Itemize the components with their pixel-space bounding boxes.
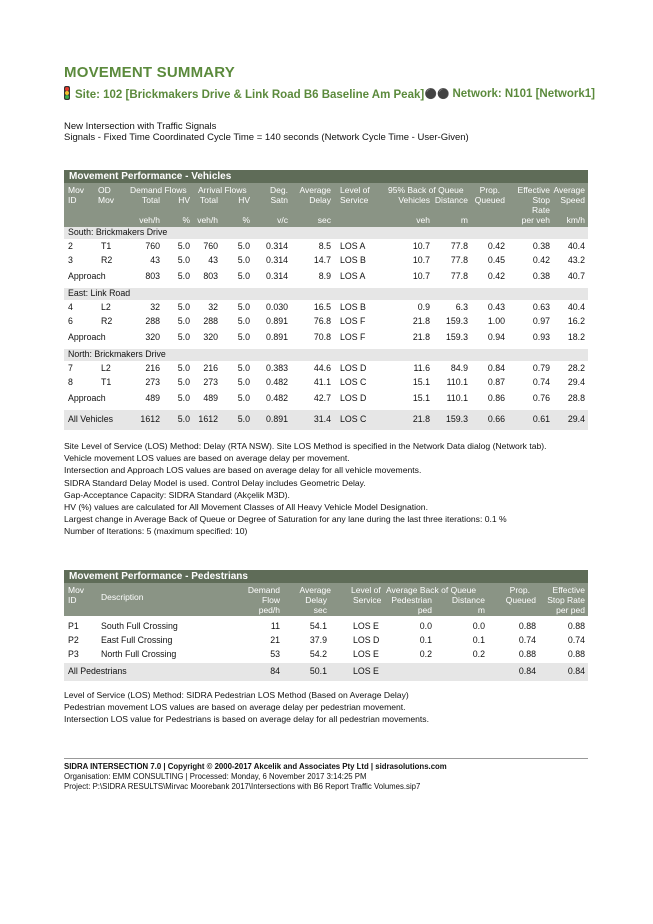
cell-dos: 0.314: [265, 271, 288, 281]
cell-at: 803: [203, 271, 218, 281]
unit-veh: veh: [416, 215, 430, 225]
cell-delay: 54.1: [309, 621, 327, 631]
cell-dhv: 5.0: [177, 255, 190, 265]
all-vehicles-row: [64, 410, 588, 430]
cell-los: LOS E: [353, 666, 379, 676]
hdr-back-of-queue: 95% Back of Queue: [388, 185, 464, 195]
punit-ped: ped: [417, 605, 432, 615]
cell-label: All Vehicles: [68, 414, 113, 424]
cell-delay: 8.9: [318, 271, 331, 281]
punit-m: m: [477, 605, 485, 615]
unit-m: m: [460, 215, 468, 225]
cell-dhv: 5.0: [177, 393, 190, 403]
cell-delay: 16.5: [313, 302, 331, 312]
cell-los: LOS B: [340, 255, 366, 265]
approach-name: East: Link Road: [68, 288, 131, 298]
phdr-prop: Prop.: [509, 585, 530, 595]
note-line: Pedestrian movement LOS values are based on average delay per pedestrian movement.: [64, 702, 406, 713]
cell-los: LOS C: [340, 377, 367, 387]
footer-copyright: SIDRA INTERSECTION 7.0 | Copyright © 2000-2017 Akcelik and Associates Pty Ltd | sidrasolutions.com: [64, 762, 447, 771]
pedestrian-notes: [64, 689, 429, 726]
cell-esr: 0.93: [532, 332, 550, 342]
cell-flow: 11: [270, 621, 280, 631]
cell-delay: 54.2: [309, 649, 327, 659]
hdr-demand-flows: Demand Flows: [130, 185, 187, 195]
phdr-id: ID: [68, 595, 77, 605]
cell-dt: 760: [145, 241, 160, 251]
phdr-flow: Flow: [262, 595, 280, 605]
cell-esr: 0.42: [532, 255, 550, 265]
hdr-satn: Satn: [270, 195, 288, 205]
punit-pedh: ped/h: [258, 605, 280, 615]
hdr-mov: Mov: [68, 185, 85, 195]
cell-pq: 0.45: [487, 255, 505, 265]
phdr-demand: Demand: [247, 585, 280, 595]
cell-delay: 44.6: [313, 363, 331, 373]
phdr-delay: Delay: [305, 595, 327, 605]
cell-at: 489: [203, 393, 218, 403]
cell-pq: 0.66: [487, 414, 505, 424]
punit-sec: sec: [313, 605, 327, 615]
cell-pq: 0.74: [518, 635, 536, 645]
cell-at: 216: [203, 363, 218, 373]
hdr-distance: Distance: [434, 195, 468, 205]
table-row: [64, 619, 588, 633]
cell-ahv: 5.0: [237, 332, 250, 342]
footer-organisation: Organisation: EMM CONSULTING | Processed: Monday, 6 November 2017 3:14:25 PM: [64, 772, 367, 781]
approach-total-row: [64, 267, 588, 285]
cell-ahv: 5.0: [237, 241, 250, 251]
hdr-total1: Total: [142, 195, 160, 205]
note-line: Level of Service (LOS) Method: SIDRA Pedestrian LOS Method (Based on Average Delay): [64, 690, 409, 700]
cell-esr: 0.38: [532, 241, 550, 251]
approach-name: North: Brickmakers Drive: [68, 349, 166, 359]
phdr-effective: Effective: [552, 585, 585, 595]
site-label: Site: 102 [Brickmakers Drive & Link Road B6 Baseline Am Peak]: [75, 89, 425, 101]
cell-label: All Pedestrians: [68, 666, 127, 676]
cell-spd: 29.4: [567, 414, 585, 424]
page-title: MOVEMENT SUMMARY: [64, 64, 235, 81]
cell-dt: 1612: [140, 414, 160, 424]
unit-pct2: %: [242, 215, 250, 225]
cell-dhv: 5.0: [177, 316, 190, 326]
cell-ahv: 5.0: [237, 377, 250, 387]
note-line: Number of Iterations: 5 (maximum specified: 10): [64, 526, 248, 537]
hdr-total2: Total: [200, 195, 218, 205]
hdr-prop: Prop.: [479, 185, 500, 195]
cell-los: LOS D: [340, 363, 367, 373]
note-line: Intersection and Approach LOS values are based on average delay for all vehicle movements.: [64, 465, 422, 476]
cell-ahv: 5.0: [237, 393, 250, 403]
network-label: Network: N101 [Network1]: [452, 88, 595, 100]
cell-esr: 0.84: [567, 666, 585, 676]
cell-esr: 0.63: [532, 302, 550, 312]
hdr-vehicles: Vehicles: [398, 195, 430, 205]
phdr-stop-rate: Stop Rate: [547, 595, 585, 605]
cell-mov: T1: [101, 377, 112, 387]
traffic-signal-icon: [64, 86, 70, 100]
cell-qv: 15.1: [412, 393, 430, 403]
cell-id: 8: [68, 377, 73, 387]
phdr-pedestrian: Pedestrian: [391, 595, 432, 605]
cell-label: Approach: [68, 393, 106, 403]
cell-delay: 76.8: [313, 316, 331, 326]
unit-kmh: km/h: [566, 215, 585, 225]
cell-qd: 77.8: [450, 241, 468, 251]
table-row: [64, 361, 588, 375]
cell-id: 7: [68, 363, 73, 373]
cell-qv: 11.6: [413, 363, 430, 373]
approach-total-row: [64, 389, 588, 407]
cell-dt: 273: [145, 377, 160, 387]
cell-esr: 0.88: [567, 621, 585, 631]
hdr-level-of: Level of: [340, 185, 370, 195]
cell-qd: 159.3: [445, 316, 468, 326]
cell-dos: 0.891: [265, 332, 288, 342]
cell-ahv: 5.0: [237, 302, 250, 312]
unit-vehh1: veh/h: [139, 215, 160, 225]
table-row: [64, 375, 588, 389]
unit-sec: sec: [317, 215, 331, 225]
cell-dt: 288: [145, 316, 160, 326]
cell-delay: 41.1: [313, 377, 331, 387]
cell-los: LOS E: [353, 649, 379, 659]
cell-qd: 84.9: [450, 363, 468, 373]
page-footer: [64, 758, 588, 792]
cell-dhv: 5.0: [177, 271, 190, 281]
cell-ahv: 5.0: [237, 271, 250, 281]
cell-id: P3: [68, 649, 79, 659]
cell-ped: 0.2: [419, 649, 432, 659]
cell-qd: 110.1: [446, 377, 468, 387]
cell-dist: 0.1: [472, 635, 485, 645]
hdr-rate: Rate: [532, 205, 550, 215]
cell-id: 4: [68, 302, 73, 312]
cell-pq: 0.88: [518, 621, 536, 631]
approach-total-row: [64, 328, 588, 346]
cell-delay: 50.1: [309, 666, 327, 676]
cell-esr: 0.76: [532, 393, 550, 403]
vehicle-notes: [64, 440, 547, 538]
cell-dhv: 5.0: [177, 302, 190, 312]
cell-los: LOS A: [340, 271, 366, 281]
approach-group-header: [64, 288, 588, 300]
cell-dos: 0.482: [265, 393, 288, 403]
pedestrian-performance-table: [64, 570, 588, 681]
cell-spd: 43.2: [567, 255, 585, 265]
hdr-service: Service: [340, 195, 369, 205]
cell-dos: 0.030: [265, 302, 288, 312]
cell-at: 320: [203, 332, 218, 342]
cell-dos: 0.891: [265, 414, 288, 424]
cell-ped: 0.0: [419, 621, 432, 631]
hdr-hv1: HV: [178, 195, 190, 205]
cell-desc: North Full Crossing: [101, 649, 177, 659]
cell-los: LOS D: [353, 635, 380, 645]
cell-spd: 28.2: [567, 363, 585, 373]
note-line: Site Level of Service (LOS) Method: Delay (RTA NSW). Site LOS Method is specified in the Network Data dialog (Network tab).: [64, 441, 547, 451]
unit-perveh: per veh: [521, 215, 550, 225]
hdr-hv2: HV: [238, 195, 250, 205]
cell-delay: 14.7: [313, 255, 331, 265]
unit-vehh2: veh/h: [197, 215, 218, 225]
hdr-speed: Speed: [560, 195, 585, 205]
vehicle-table-title: Movement Performance - Vehicles: [64, 170, 588, 183]
note-line: HV (%) values are calculated for All Movement Classes of All Heavy Vehicle Model Designation.: [64, 502, 428, 513]
phdr-queued: Queued: [505, 595, 536, 605]
cell-ahv: 5.0: [237, 255, 250, 265]
cell-delay: 37.9: [309, 635, 327, 645]
cell-esr: 0.61: [532, 414, 550, 424]
cell-esr: 0.74: [532, 377, 550, 387]
cell-los: LOS F: [340, 316, 366, 326]
hdr-delay: Delay: [309, 195, 331, 205]
cell-dhv: 5.0: [177, 332, 190, 342]
cell-qd: 159.3: [445, 332, 468, 342]
vehicle-table-header: [64, 183, 588, 227]
cell-at: 32: [208, 302, 218, 312]
hdr-id: ID: [68, 195, 77, 205]
cell-delay: 31.4: [313, 414, 331, 424]
phdr-average: Average: [299, 585, 331, 595]
cell-pq: 0.84: [487, 363, 505, 373]
cell-mov: R2: [101, 316, 113, 326]
cell-pq: 0.88: [518, 649, 536, 659]
cell-id: 2: [68, 241, 73, 251]
cell-qd: 77.8: [450, 255, 468, 265]
hdr-average: Average: [299, 185, 331, 195]
cell-ahv: 5.0: [237, 414, 250, 424]
hdr-queued: Queued: [474, 195, 505, 205]
cell-id: 6: [68, 316, 73, 326]
phdr-description: Description: [101, 592, 144, 602]
cell-ahv: 5.0: [237, 316, 250, 326]
cell-esr: 0.74: [567, 635, 585, 645]
cell-pq: 0.84: [518, 666, 536, 676]
cell-dhv: 5.0: [177, 414, 190, 424]
cell-pq: 0.87: [487, 377, 505, 387]
cell-esr: 0.38: [532, 271, 550, 281]
cell-esr: 0.97: [532, 316, 550, 326]
cell-qv: 21.8: [412, 316, 430, 326]
phdr-back-of-queue: Average Back of Queue: [386, 585, 477, 595]
cell-delay: 70.8: [313, 332, 331, 342]
cell-dt: 32: [150, 302, 160, 312]
cell-spd: 28.8: [567, 393, 585, 403]
cell-qv: 10.7: [412, 271, 430, 281]
cell-ahv: 5.0: [237, 363, 250, 373]
cell-desc: East Full Crossing: [101, 635, 173, 645]
cell-at: 273: [203, 377, 218, 387]
table-row: [64, 239, 588, 253]
cell-dt: 320: [145, 332, 160, 342]
phdr-distance: Distance: [451, 595, 485, 605]
approach-group-header: [64, 227, 588, 239]
cell-spd: 16.2: [567, 316, 585, 326]
cell-los: LOS E: [353, 621, 379, 631]
hdr-od: OD: [98, 185, 111, 195]
table-row: [64, 647, 588, 661]
phdr-mov: Mov: [68, 585, 85, 595]
note-line: Intersection LOS value for Pedestrians is based on average delay for all pedestrian movements.: [64, 714, 429, 725]
cell-los: LOS D: [340, 393, 367, 403]
network-title: [425, 88, 595, 100]
note-line: Vehicle movement LOS values are based on average delay per movement.: [64, 453, 350, 464]
cell-id: 3: [68, 255, 73, 265]
cell-qd: 77.8: [450, 271, 468, 281]
cell-qv: 0.9: [417, 302, 430, 312]
hdr-avg-speed: Average: [553, 185, 585, 195]
cell-pq: 0.43: [487, 302, 505, 312]
cell-at: 288: [203, 316, 218, 326]
cell-qv: 21.8: [412, 414, 430, 424]
cell-spd: 40.7: [567, 271, 585, 281]
cell-qd: 159.3: [445, 414, 468, 424]
cell-dt: 489: [145, 393, 160, 403]
cell-delay: 42.7: [313, 393, 331, 403]
cell-mov: L2: [101, 363, 111, 373]
cell-pq: 1.00: [487, 316, 505, 326]
cell-label: Approach: [68, 271, 106, 281]
cell-dos: 0.314: [265, 241, 288, 251]
cell-flow: 84: [270, 666, 280, 676]
cell-at: 43: [208, 255, 218, 265]
cell-dhv: 5.0: [177, 363, 190, 373]
cell-id: P2: [68, 635, 79, 645]
cell-at: 760: [203, 241, 218, 251]
vehicle-performance-table: [64, 170, 588, 430]
cell-qd: 6.3: [455, 302, 468, 312]
punit-perped: per ped: [556, 605, 585, 615]
cell-spd: 40.4: [567, 241, 585, 251]
cell-flow: 53: [270, 649, 280, 659]
approach-group-header: [64, 349, 588, 361]
cell-qd: 110.1: [446, 393, 468, 403]
subtitle-intersection: New Intersection with Traffic Signals: [64, 121, 217, 132]
hdr-od-mov: Mov: [98, 195, 115, 205]
note-line: SIDRA Standard Delay Model is used. Control Delay includes Geometric Delay.: [64, 477, 366, 488]
cell-dt: 43: [150, 255, 160, 265]
note-line: Gap-Acceptance Capacity: SIDRA Standard (Akçelik M3D).: [64, 489, 290, 500]
hdr-stop: Stop: [532, 195, 550, 205]
cell-pq: 0.42: [487, 271, 505, 281]
subtitle-signals: Signals - Fixed Time Coordinated Cycle Time = 140 seconds (Network Cycle Time - User-Given): [64, 132, 469, 143]
cell-pq: 0.86: [487, 393, 505, 403]
network-icon: ⚫⚫: [424, 89, 450, 100]
unit-vc: v/c: [277, 215, 288, 225]
cell-flow: 21: [270, 635, 280, 645]
cell-spd: 29.4: [567, 377, 585, 387]
phdr-service: Service: [353, 595, 382, 605]
cell-dos: 0.891: [265, 316, 288, 326]
cell-ped: 0.1: [419, 635, 432, 645]
cell-mov: T1: [101, 241, 112, 251]
table-row: [64, 314, 588, 328]
cell-los: LOS C: [340, 414, 367, 424]
table-row: [64, 253, 588, 267]
cell-dhv: 5.0: [177, 377, 190, 387]
hdr-deg: Deg.: [270, 185, 288, 195]
cell-spd: 40.4: [567, 302, 585, 312]
cell-dhv: 5.0: [177, 241, 190, 251]
cell-los: LOS A: [340, 241, 366, 251]
cell-id: P1: [68, 621, 79, 631]
cell-mov: L2: [101, 302, 111, 312]
footer-project: Project: P:\SIDRA RESULTS\Mirvac Moorebank 2017\Intersections with B6 Report Traffic Volumes.sip7: [64, 782, 421, 791]
cell-qv: 10.7: [412, 241, 430, 251]
cell-delay: 8.5: [318, 241, 331, 251]
cell-mov: R2: [101, 255, 113, 265]
cell-spd: 18.2: [567, 332, 585, 342]
pedestrian-table-header: [64, 583, 588, 616]
hdr-effective: Effective: [517, 185, 550, 195]
phdr-level-of: Level of: [351, 585, 381, 595]
cell-desc: South Full Crossing: [101, 621, 178, 631]
cell-qv: 15.1: [412, 377, 430, 387]
cell-dist: 0.0: [472, 621, 485, 631]
cell-dt: 216: [145, 363, 160, 373]
cell-pq: 0.94: [487, 332, 505, 342]
all-pedestrians-row: [64, 663, 588, 681]
cell-esr: 0.88: [567, 649, 585, 659]
pedestrian-table-title: Movement Performance - Pedestrians: [64, 570, 588, 583]
unit-pct1: %: [182, 215, 190, 225]
approach-name: South: Brickmakers Drive: [68, 227, 168, 237]
cell-esr: 0.79: [532, 363, 550, 373]
table-row: [64, 633, 588, 647]
cell-los: LOS F: [340, 332, 366, 342]
cell-label: Approach: [68, 332, 106, 342]
cell-dos: 0.482: [265, 377, 288, 387]
cell-qv: 10.7: [412, 255, 430, 265]
hdr-arrival-flows: Arrival Flows: [198, 185, 247, 195]
cell-dos: 0.383: [265, 363, 288, 373]
cell-dos: 0.314: [265, 255, 288, 265]
cell-dt: 803: [145, 271, 160, 281]
cell-dist: 0.2: [472, 649, 485, 659]
cell-los: LOS B: [340, 302, 366, 312]
cell-qv: 21.8: [412, 332, 430, 342]
note-line: Largest change in Average Back of Queue or Degree of Saturation for any lane during the last three iterations: 0.1 %: [64, 514, 507, 525]
cell-at: 1612: [198, 414, 218, 424]
cell-pq: 0.42: [487, 241, 505, 251]
table-row: [64, 300, 588, 314]
